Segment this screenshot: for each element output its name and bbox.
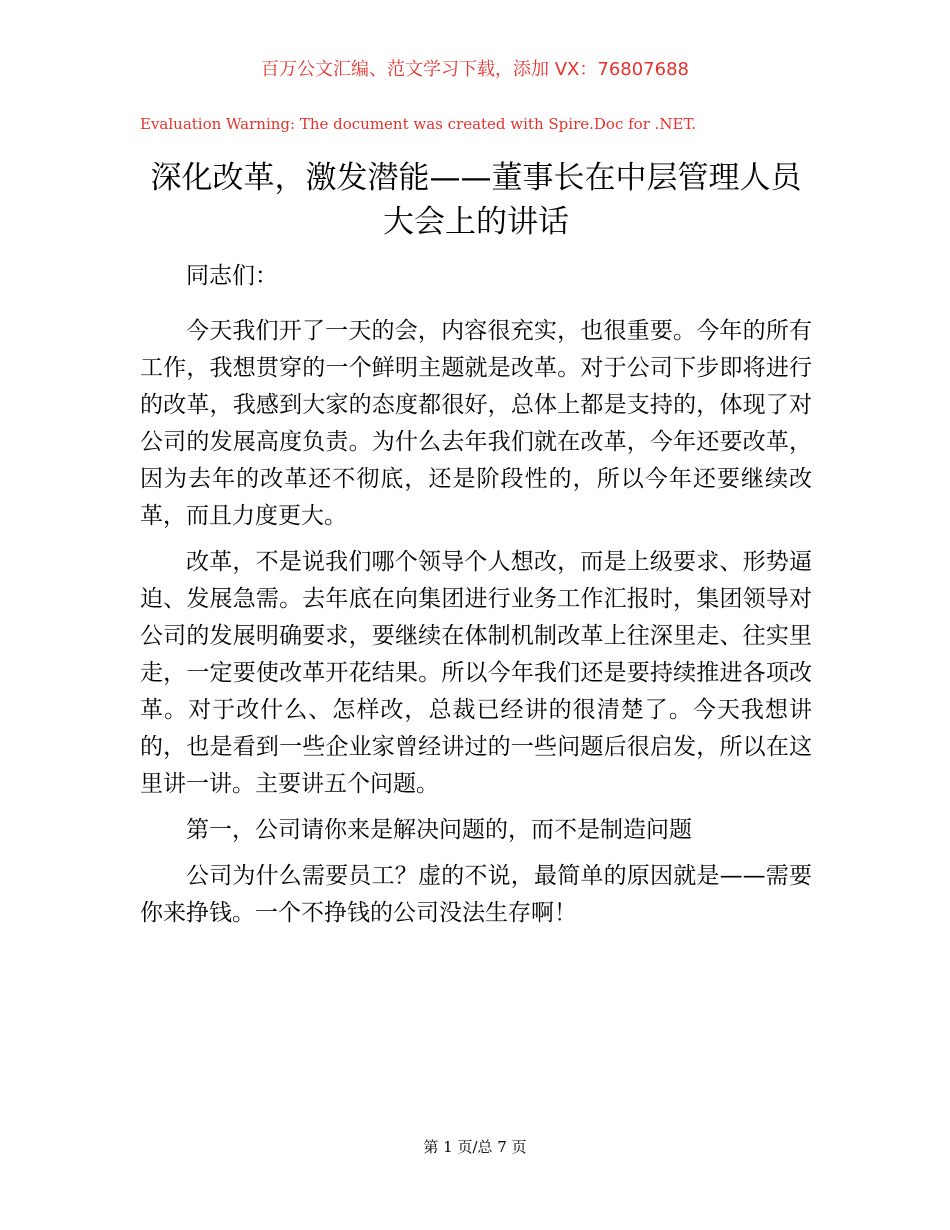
evaluation-warning: Evaluation Warning: The document was created with Spire.Doc for .NET.	[140, 115, 697, 133]
paragraph: 今天我们开了一天的会，内容很充实，也很重要。今年的所有工作，我想贯穿的一个鲜明主题就是改革。对于公司下步即将进行的改革，我感到大家的态度都很好，总体上都是支持的，体现了对公司的发展高度负责。为什么去年我们就在改革，今年还要改革，因为去年的改革还不彻底，还是阶段性的，所以今年还要继续改革，而且力度更大。	[140, 318, 812, 529]
paragraph: 公司为什么需要员工？虚的不说，最简单的原因就是——需要你来挣钱。一个不挣钱的公司没法生存啊！	[140, 863, 812, 926]
promo-banner: 百万公文汇编、范文学习下载，添加 VX：76807688	[261, 59, 689, 80]
paragraph: 改革，不是说我们哪个领导个人想改，而是上级要求、形势逼迫、发展急需。去年底在向集团进行业务工作汇报时，集团领导对公司的发展明确要求，要继续在体制机制改革上往深里走、往实里走，一定要使改革开花结果。所以今年我们还是要持续推进各项改革。对于改什么、怎样改，总裁已经讲的很清楚了。今天我想讲的，也是看到一些企业家曾经讲过的一些问题后很启发，所以在这里讲一讲。主要讲五个问题。	[140, 549, 812, 797]
page-number: 第 1 页/总 7 页	[423, 1138, 527, 1156]
section-heading: 第一，公司请你来是解决问题的，而不是制造问题	[186, 817, 692, 843]
document-title: 深化改革，激发潜能——董事长在中层管理人员大会上的讲话	[150, 160, 802, 240]
document-body	[140, 258, 812, 941]
salutation: 同志们：	[186, 263, 278, 289]
